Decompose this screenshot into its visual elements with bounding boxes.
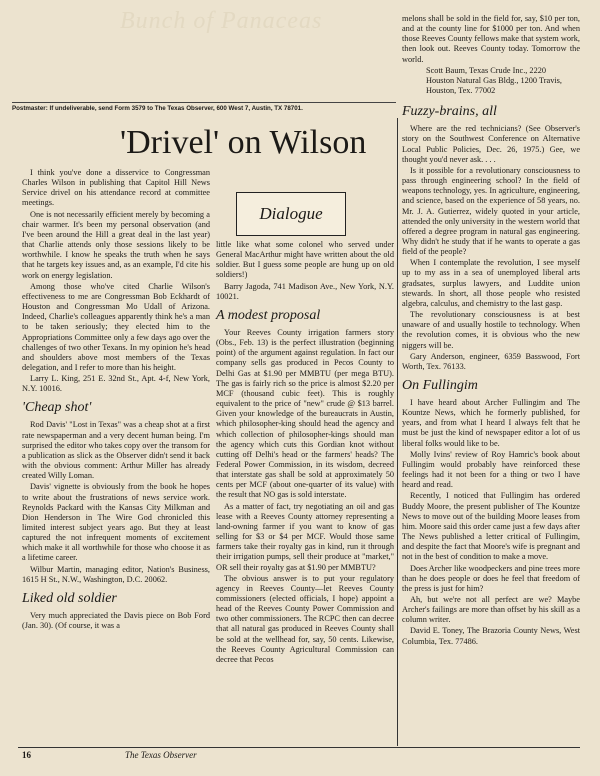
letter-paragraph: Recently, I noticed that Fullingim has ordered Buddy Moore, the present publisher of The Kountze News to move out of the building Moore leases from him. Moore said this order came just a few days after The News published a letter critical of Fullingim, and despite the fact that Moore's wife is pregnant and not in the best of condition to make a move. (402, 491, 580, 562)
letter-signature: David E. Toney, The Brazoria County News, West Columbia, Tex. 77486. (402, 626, 580, 646)
letter-paragraph: Rod Davis' "Lost in Texas" was a cheap shot at a first rate newspaperman and a very decent human being. I'm surprised the editor who takes copy over the transom for a publication as slick as the Observer didn't send it back with the obvious comment: Arthur Miller has already created Willy Loman. (22, 420, 210, 481)
page-title: 'Drivel' on Wilson (120, 124, 367, 161)
letter-signature: Gary Anderson, engineer, 6359 Basswood, Fort Worth, Tex. 76133. (402, 351, 580, 371)
letter-paragraph: I have heard about Archer Fullingim and The Kountze News, which he formerly published, for years, and from what I heard I always felt that he must be just the kind of newspaper editor a lot of us liberal folks would like to be. (402, 398, 580, 448)
letter-heading-fuzzy-brains: Fuzzy-brains, all (402, 104, 497, 120)
letter-paragraph: I think you've done a disservice to Congressman Charles Wilson in publishing that Capitol Hill News Service drivel on his attendance record at committee meetings. (22, 168, 210, 208)
letter-paragraph: Where are the red technicians? (See Observer's story on the Southwest Conference on Alternative Local Public Policies, Dec. 26, 1975.) Gee, we thought you'd never ask. . . . (402, 124, 580, 164)
letter-heading-liked-old-soldier: Liked old soldier (22, 590, 117, 606)
bleed-through-title: Bunch of Panaceas (120, 8, 323, 34)
letter-signature: Barry Jagoda, 741 Madison Ave., New York, N.Y. 10021. (216, 281, 394, 301)
letter-paragraph: As a matter of fact, try negotiating an oil and gas lease with a Reeves County attorney representing a land-owning farmer if you want to know of gas selling for $3 or $4 per MCF. Would those same farmers take their royalty gas in kind, run it through their irrigation pumps, sell their produce at "market," OR sell their royalty gas at $1.90 per MMBTU? (216, 501, 394, 572)
column-right (402, 14, 580, 648)
letter-paragraph: Among those who've cited Charlie Wilson's effectiveness to me are Congressman Bob Eckhardt of Houston and Congressman Mo Udall of Arizona. Indeed, Charlie's colleagues apparently think he's a man to be taken seriously; they elected him to the Appropriations Committee only a few days ago over the challenges of two other Texans. In my opinion he's head and shoulders above most members of the Texas delegation, and I refer to more than his height. (22, 281, 210, 372)
postmaster-notice: Postmaster: If undeliverable, send Form 3579 to The Texas Observer, 600 West 7, Austin, TX 78701. (12, 102, 396, 112)
column-left (22, 168, 210, 632)
letter-signature-line: Houston, Tex. 77002 (426, 86, 496, 96)
letter-paragraph: The obvious answer is to put your regulatory agency in Reeves County—let Reeves County commissioners (elected officials, I hope) appoint a head of the Reeves County Power Commission and two other commissioners. The RCPC then can decree that all natural gas produced in Reeves County shall be sold at the wellhead for, say, 50 cents. Likewise, the Reeves County Agricultural Commission can decree that Pecos (216, 573, 394, 664)
letter-heading-cheap-shot: 'Cheap shot' (22, 400, 92, 416)
letter-paragraph: Davis' vignette is obviously from the book he hopes to write about the frustrations of news service work. Reynolds Packard with the Kansas City Milkman and Dion Henderson in The Wire God chronicled this limited interest subject years ago. But they at least captured the not infrequent moments of excitement which make it all worthwhile for those who choose it as a lifetime career. (22, 482, 210, 563)
page-number: 16 (22, 750, 31, 760)
letter-paragraph: Your Reeves County irrigation farmers story (Obs., Feb. 13) is the perfect illustration (beginning point) of the argument against regulation. In fact our company sells gas produced in Pecos County to Delhi Gas at $1.90 per MMBTU (per mega BTU). The gas is fairly rich so the price is almost $2.20 per MCF (thousand cubic feet). This is roughly equivalent to the price of "new" crude @ $13 barrel. Given your knowledge of the bureaucrats in Austin, which philosopher-king should head the agency and which collection of philosopher-kings should man the agency which cuts this Gordian knot without cutting off Delhi's head or the farmers' heads? The Federal Power Commission, in its wisdom, decreed that interstate gas shall be sold at approximately 50 cents per MCF (about one-quarter of its value) with the result that NO gas is sold interstate. (216, 327, 394, 500)
letter-heading-modest-proposal: A modest proposal (216, 307, 321, 323)
footer-rule (18, 747, 580, 748)
column-middle (216, 240, 394, 666)
letter-signature: Wilbur Martin, managing editor, Nation's Business, 1615 H St., N.W., Washington, D.C. 20062. (22, 564, 210, 584)
dialogue-section-label: Dialogue (236, 192, 346, 236)
letter-paragraph: Does Archer like woodpeckers and pine trees more than he does people or does he feel that freedom of the press is just for him? (402, 563, 580, 593)
letter-paragraph: When I contemplate the revolution, I see myself up to my ass in a sea of unemployed liberal arts gradsates, surplus lawyers, and Luddite union stewards. In short, all those people who resisted algebra, calculus, and chemistry to the last gasp. (402, 258, 580, 308)
column-divider (397, 118, 398, 746)
letter-paragraph: Ah, but we're not all perfect are we? Maybe Archer's failings are more than offset by his skill as a column writer. (402, 594, 580, 625)
publication-name: The Texas Observer (125, 750, 197, 760)
letter-paragraph: Molly Ivins' review of Roy Hamric's book about Fullingim would probably have reinforced these feelings had it not been for a thing or two I have heard and read. (402, 449, 580, 490)
letter-heading-on-fullingim: On Fullingim (402, 378, 478, 393)
letter-signature-line: Houston Natural Gas Bldg., 1200 Travis, (426, 75, 562, 85)
letter-paragraph: Is it possible for a revolutionary consciousness to pass through engineering school? In the field of weapons technology, yes. In agriculture, engineering, and science, based on the experience of 58 years, no. Mr. J. A. Gutierrez, widely quoted in your article, attended the only university in the western world that offered a degree program in natural gas engineering. Why didn't he study that if he wants to operate a gas field of the people? (402, 165, 580, 257)
letter-paragraph: The revolutionary consciousness is at best unaware of and usually hostile to technology. When the revolution comes, it is obvious who the new niggers will be. (402, 310, 580, 350)
letter-signature: Larry L. King, 251 E. 32nd St., Apt. 4-f, New York, N.Y. 10016. (22, 374, 210, 394)
letter-paragraph: One is not necessarily efficient merely by becoming a chair warmer. It's been my personal observation (and I've been around the Hill a great deal in the last year) that Charlie attends only those sessions likely to be worthwhile. I know he speaks the truth when he says that he targets key issues and, as an example, I'd cite his work on energy legislation. (22, 209, 210, 280)
letter-paragraph: Very much appreciated the Davis piece on Bob Ford (Jan. 30). (Of course, it was a (22, 610, 210, 631)
letter-paragraph: little like what some colonel who served under General MacArthur might have written about the old soldier. But I guess some people are hung up on old soldiers!) (216, 240, 394, 280)
letter-paragraph: melons shall be sold in the field for, say, $10 per ton, and at the county line for $1000 per ton. And when those Reeves County fellows make that system work, then look out. Reeves County today. Tomorrow the world. (402, 14, 580, 64)
letter-signature-line: Scott Baum, Texas Crude Inc., 2220 (426, 65, 547, 75)
